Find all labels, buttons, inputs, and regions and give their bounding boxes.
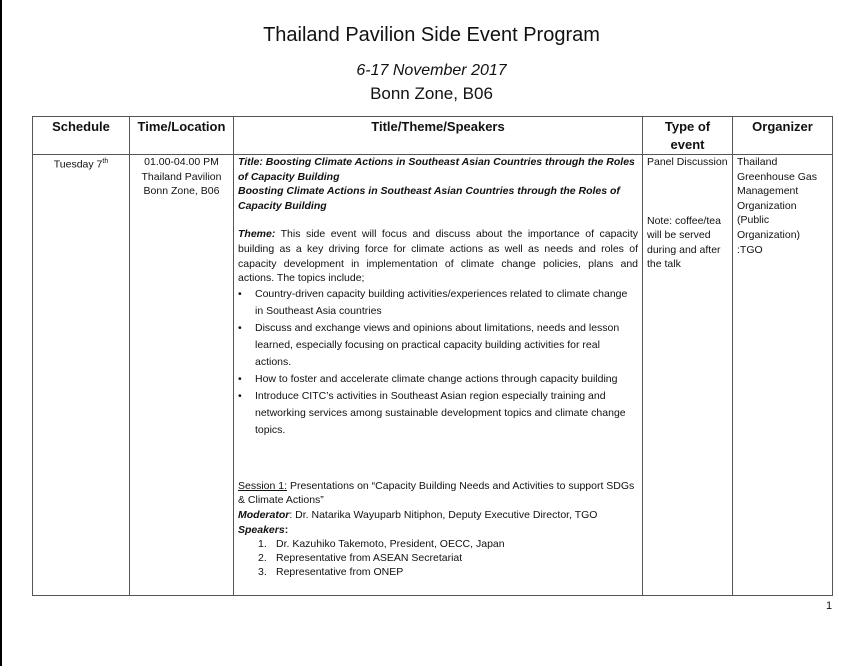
moderator-label: Moderator (238, 508, 290, 521)
speaker-number: 2. (258, 552, 267, 565)
moderator-line (238, 508, 638, 523)
table-header-row (33, 117, 833, 155)
organizer-line: Greenhouse Gas (737, 170, 817, 183)
page-number: 1 (826, 600, 833, 612)
schedule-day-suffix: th (102, 158, 109, 165)
schedule-cell (33, 155, 130, 596)
theme-paragraph (238, 227, 638, 285)
title-theme-speakers-cell (234, 155, 643, 596)
organizer-line: :TGO (737, 243, 763, 256)
event-title: Title: Boosting Climate Actions in Southeast Asian Countries through the Roles of Capacity Building (238, 156, 635, 183)
event-time: 01.00-04.00 PM (144, 156, 219, 168)
theme-text: This side event will focus and discuss about the importance of capacity building as a key driving force for climate actions as well as needs and roles of capacity development in implementation of climate change policies, plans and actions. The topics include; (238, 228, 638, 285)
document-dates: 6-17 November 2017 (356, 62, 507, 79)
session-line (238, 479, 638, 508)
speaker-name: Representative from ASEAN Secretariat (276, 552, 463, 565)
topic-item: • Country-driven capacity building activities/experiences related to climate change in Southeast Asia countries (255, 286, 638, 320)
speaker-item (258, 537, 638, 551)
table-row (33, 155, 833, 596)
time-location-cell (130, 155, 234, 596)
organizer-line: Thailand (737, 156, 778, 168)
organizer-line: Organization) (737, 228, 801, 241)
event-type: Panel Discussion (647, 156, 728, 168)
header-schedule: Schedule (33, 117, 130, 155)
topics-list (238, 286, 638, 439)
event-location-pavilion: Thailand Pavilion (141, 170, 222, 183)
organizer-cell (733, 155, 833, 596)
document-venue: Bonn Zone, B06 (370, 84, 493, 103)
header-organizer: Organizer (733, 117, 833, 155)
program-table (32, 116, 833, 596)
header-type-of-event: Type of event (643, 117, 733, 155)
session-text: Presentations on “Capacity Building Needs and Activities to support SDGs & Climate Actions” (238, 479, 635, 507)
header-time-location: Time/Location (130, 117, 234, 155)
speaker-name: Representative from ONEP (276, 566, 404, 579)
topic-item: • How to foster and accelerate climate change actions through capacity building (255, 371, 638, 388)
header-title-theme-speakers: Title/Theme/Speakers (234, 117, 643, 155)
theme-label: Theme: (238, 228, 276, 241)
speaker-number: 3. (258, 566, 267, 579)
event-title-repeat: Boosting Climate Actions in Southeast Asian Countries through the Roles of Capacity Building (238, 185, 620, 212)
event-note: Note: coffee/tea will be served during and after the talk (647, 214, 721, 271)
speakers-colon: : (284, 523, 289, 536)
type-of-event-cell (643, 155, 733, 596)
moderator-text: : Dr. Natarika Wayuparb Nitiphon, Deputy Executive Director, TGO (289, 508, 598, 521)
speakers-label: Speakers (238, 523, 285, 536)
speakers-list (238, 537, 638, 579)
event-location-zone: Bonn Zone, B06 (143, 185, 220, 198)
speakers-heading (238, 523, 638, 538)
topic-item: • Introduce CITC’s activities in Southeast Asian region especially training and networking services among sustainable development topics and climate change topics. (255, 388, 638, 439)
organizer-line: Organization (737, 199, 797, 212)
schedule-day: Tuesday 7 (53, 158, 103, 171)
speaker-name: Dr. Kazuhiko Takemoto, President, OECC, Japan (276, 538, 505, 551)
document-title: Thailand Pavilion Side Event Program (263, 24, 600, 46)
session-label: Session 1: (238, 479, 288, 492)
speaker-number: 1. (258, 538, 267, 551)
organizer-line: Management (737, 185, 799, 198)
organizer-line: (Public (737, 214, 770, 227)
speaker-item (258, 565, 638, 579)
topic-item: • Discuss and exchange views and opinions about limitations, needs and lesson learned, especially focusing on practical capacity building activities for real actions. (255, 320, 638, 371)
speaker-item (258, 551, 638, 565)
